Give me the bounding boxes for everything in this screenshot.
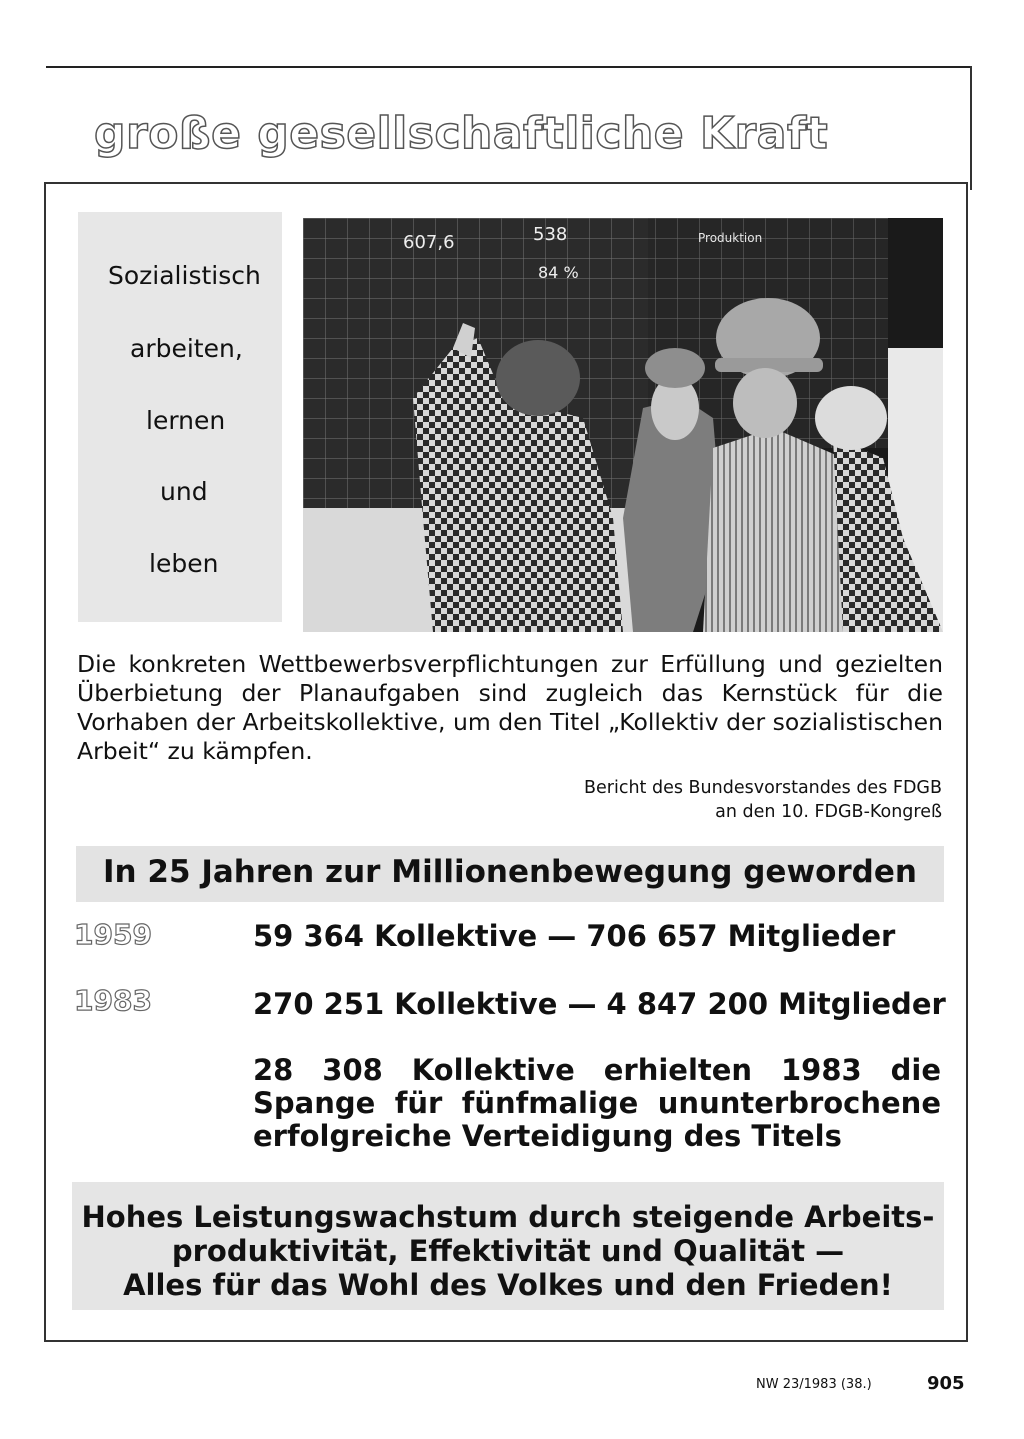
closing-slogan-band (72, 1182, 944, 1310)
movement-heading-band (76, 846, 944, 902)
quote-source (584, 776, 942, 824)
stat-1959: 59 364 Kollektive — 706 657 Mitglieder (253, 919, 896, 953)
slogan-word-5: leben (149, 549, 219, 578)
board-value-1: 538 (533, 224, 568, 245)
year-1983: 1983 (74, 984, 152, 1017)
right-rule (970, 66, 972, 190)
source-line-2: an den 10. FDGB-Kongreß (715, 802, 942, 822)
spange-note: 28 308 Kollektive erhielten 1983 die Spange für fünfmalige ununterbrochene erfolgreiche Verteidigung des Titels (253, 1053, 941, 1153)
movement-heading: In 25 Jahren zur Millionenbewegung geworden (103, 854, 917, 890)
slogan-word-1: Sozialistisch (108, 261, 261, 290)
closing-line-3: Alles für das Wohl des Volkes und den Frieden! (123, 1268, 893, 1302)
page-number: 905 (927, 1373, 965, 1394)
page-headline: große gesellschaftliche Kraft (94, 108, 829, 159)
source-line-1: Bericht des Bundesvorstandes des FDGB (584, 778, 942, 798)
slogan-word-2: arbeiten, (130, 334, 243, 363)
board-value-2: 607,6 (403, 232, 455, 253)
stat-1983: 270 251 Kollektive — 4 847 200 Mitglieder (253, 987, 946, 1021)
top-rule (46, 66, 972, 68)
issue-reference: NW 23/1983 (38.) (756, 1377, 872, 1392)
quote-paragraph: Die konkreten Wettbewerbsverpflichtungen zur Erfüllung und gezielten Überbietung der Planaufgaben sind zugleich das Kernstück für die Vorhaben der Arbeitskollektive, um den Titel „Kollektiv der sozialistischen Arbeit“ zu kämpfen. (77, 650, 943, 765)
closing-slogan (72, 1200, 944, 1302)
photo-illustration (303, 218, 943, 632)
board-value-3: 84 % (538, 263, 579, 282)
workers-at-board-photo (303, 218, 943, 632)
closing-line-1: Hohes Leistungswachstum durch steigende Arbeits- (81, 1200, 935, 1234)
board-label-production: Produktion (698, 231, 763, 245)
slogan-word-4: und (160, 477, 208, 506)
closing-line-2: produktivität, Effektivität und Qualität — (171, 1234, 845, 1268)
year-1959: 1959 (74, 918, 152, 951)
slogan-word-3: lernen (146, 406, 226, 435)
slogan-panel (78, 212, 282, 622)
